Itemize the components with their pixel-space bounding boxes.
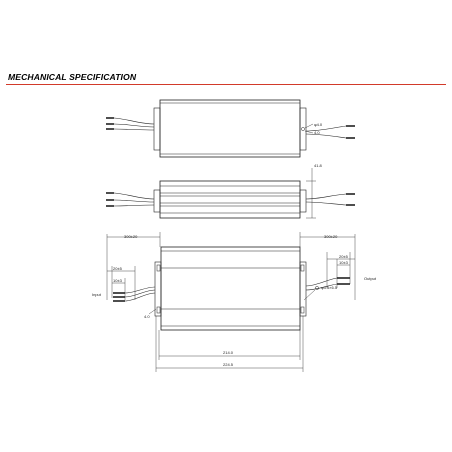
side-view-output-wires (306, 194, 355, 205)
top-view-body (160, 100, 300, 157)
right-strip-dim: 20±5 (339, 254, 348, 259)
mount-slot-right-top (301, 265, 304, 271)
top-view (106, 100, 355, 157)
side-view-height-dim: 41.8 (314, 163, 322, 168)
bottom-view-mount-hole (315, 286, 318, 289)
input-label: Input (92, 292, 101, 297)
top-view-mount-hole (301, 127, 304, 130)
top-view-input-wires (106, 118, 154, 130)
mount-length-dim: 214.0 (223, 350, 234, 355)
mount-slot-right-bottom (301, 307, 304, 313)
bottom-view-input-wires (113, 287, 155, 301)
mount-slot-left-top (157, 265, 160, 271)
top-view-right-cap (300, 108, 306, 150)
bottom-view-body (161, 247, 300, 330)
side-view-right-cap (300, 190, 306, 212)
side-view-input-wires (106, 193, 154, 206)
top-view-hole-dim: φ4.0 (314, 122, 323, 127)
right-tin-dim: 10±3 (339, 260, 348, 265)
top-view-left-cap (154, 108, 160, 150)
side-view-body (160, 181, 300, 218)
mount-hole-dim: φ3.5×6.5 (321, 285, 338, 290)
output-label: Output (364, 276, 377, 281)
side-view-left-cap (154, 190, 160, 212)
left-wire-length-dim: 300±20 (124, 234, 138, 239)
section-title: MECHANICAL SPECIFICATION (8, 72, 137, 82)
side-view (106, 168, 355, 218)
mount-slot-left-bottom (157, 307, 160, 313)
small-dim: 4.0 (144, 314, 150, 319)
total-length-dim: 224.5 (223, 362, 234, 367)
left-tin-dim: 10±3 (113, 278, 122, 283)
top-view-slot-dim: 4.0 (314, 130, 320, 135)
right-wire-length-dim: 300±20 (324, 234, 338, 239)
left-strip-dim: 20±5 (113, 266, 122, 271)
